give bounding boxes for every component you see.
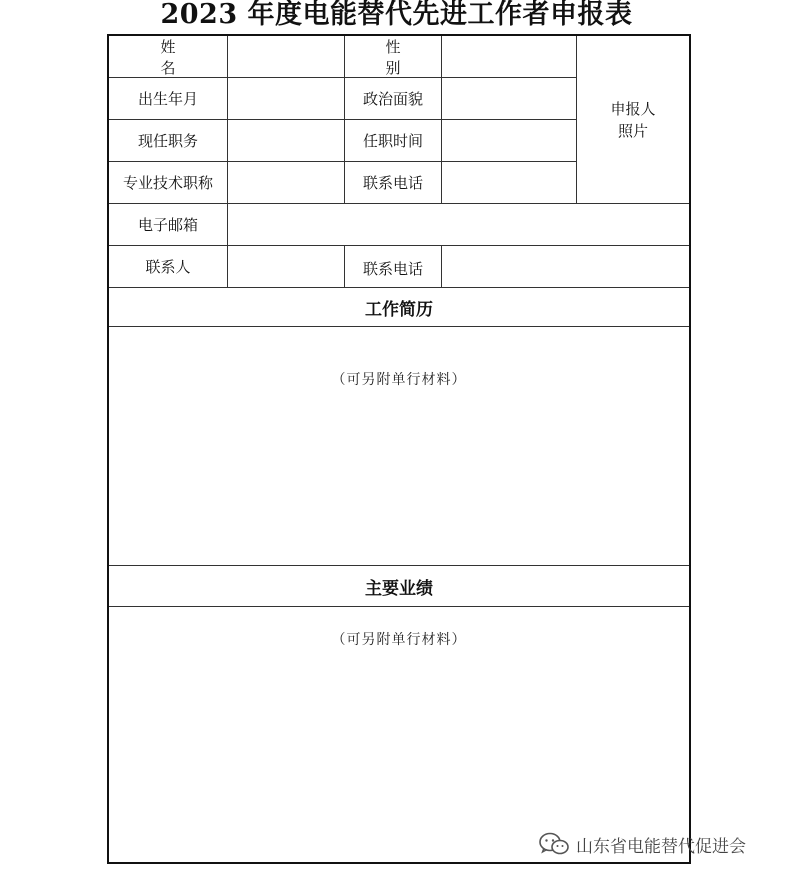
label-gender (345, 36, 460, 77)
professional-title-field[interactable] (228, 162, 344, 203)
work-history-area[interactable] (109, 327, 689, 565)
label-tenure: 任职时间 (362, 132, 423, 150)
wechat-icon (538, 831, 570, 857)
label-contact-phone: 联系电话 (362, 260, 423, 278)
work-history-note: （可另附单行材料） (331, 372, 467, 388)
birth-field[interactable] (228, 78, 344, 119)
position-field[interactable] (228, 120, 344, 161)
label-birth: 出生年月 (137, 90, 198, 108)
tenure-field[interactable] (442, 120, 576, 161)
politics-field[interactable] (442, 78, 576, 119)
label-position: 现任职务 (137, 132, 198, 150)
label-email: 电子邮箱 (137, 216, 198, 234)
gender-field[interactable] (442, 36, 576, 77)
application-form-table (107, 34, 691, 864)
work-history-heading: 工作简历 (365, 299, 433, 320)
achievements-heading: 主要业绩 (365, 578, 433, 599)
label-name-text: 姓 名 (160, 37, 235, 77)
label-gender-text: 性 别 (385, 37, 460, 77)
achievements-note: （可另附单行材料） (331, 632, 467, 648)
label-name (109, 36, 235, 77)
label-professional-title: 专业技术职称 (122, 174, 213, 192)
label-contact: 联系人 (145, 258, 191, 276)
contact-phone-field[interactable] (442, 246, 689, 287)
phone-field[interactable] (442, 162, 576, 203)
label-politics: 政治面貌 (362, 90, 423, 108)
watermark-text: 山东省电能替代促进会 (576, 836, 746, 857)
photo-box[interactable] (577, 36, 689, 203)
achievements-area[interactable] (109, 607, 689, 862)
label-phone: 联系电话 (362, 174, 423, 192)
source-watermark (538, 830, 746, 858)
email-field[interactable] (228, 204, 689, 245)
name-field[interactable] (228, 36, 344, 77)
photo-label-line1: 申报人 (610, 99, 656, 118)
photo-label-line2: 照片 (617, 121, 648, 140)
form-title: 2023 年度电能替代先进工作者申报表 (160, 0, 633, 30)
contact-field[interactable] (228, 246, 344, 287)
